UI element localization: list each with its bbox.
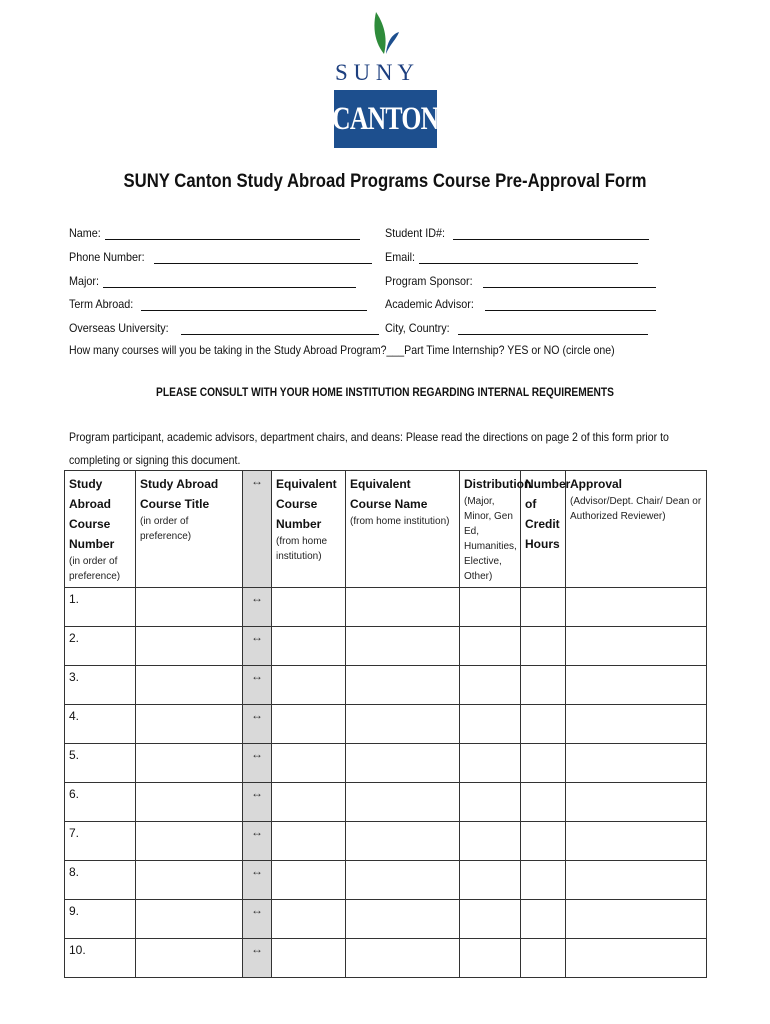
courses-prompt: How many courses will you be taking in the Study Abroad Program?: [69, 343, 387, 357]
logo-canton-text: CANTON: [332, 101, 439, 137]
academic-advisor-label: Academic Advisor:: [385, 297, 474, 311]
course-title-cell[interactable]: [136, 744, 243, 783]
double-arrow-icon: ↔: [251, 825, 263, 839]
table-row: [65, 783, 707, 822]
suny-canton-logo: [334, 10, 437, 138]
double-arrow-icon: ↔: [251, 747, 263, 761]
header-col1-bold: Study Abroad Course Number: [69, 477, 115, 551]
program-sponsor-field[interactable]: [385, 272, 656, 288]
equivalent-name-cell[interactable]: [346, 783, 460, 822]
overseas-university-label: Overseas University:: [69, 321, 169, 335]
city-country-label: City, Country:: [385, 321, 450, 335]
distribution-cell[interactable]: [460, 900, 521, 939]
double-arrow-icon: ↔: [251, 786, 263, 800]
internship-prompt: Part Time Internship? YES or NO (circle one): [404, 343, 615, 357]
header-equivalent-course-number: [272, 471, 346, 588]
course-number-cell[interactable]: 10.: [65, 939, 136, 978]
approval-cell[interactable]: [566, 822, 707, 861]
course-title-cell[interactable]: [136, 627, 243, 666]
arrow-cell: [243, 588, 272, 627]
header-col8-small: (Advisor/Dept. Chair/ Dean or Authorized Reviewer): [570, 496, 702, 522]
double-arrow-icon: ↔: [251, 669, 263, 683]
email-line[interactable]: [419, 251, 638, 264]
email-label: Email:: [385, 250, 416, 264]
distribution-cell[interactable]: [460, 744, 521, 783]
distribution-cell[interactable]: [460, 705, 521, 744]
course-number-cell[interactable]: 2.: [65, 627, 136, 666]
table-row: [65, 861, 707, 900]
name-line[interactable]: [105, 227, 360, 240]
table-row: [65, 822, 707, 861]
credit-hours-cell[interactable]: [521, 822, 566, 861]
approval-cell[interactable]: [566, 939, 707, 978]
equivalent-number-cell[interactable]: [272, 861, 346, 900]
approval-cell[interactable]: [566, 900, 707, 939]
course-title-cell[interactable]: [136, 939, 243, 978]
logo-suny-text: S U N Y: [335, 60, 415, 85]
course-title-cell[interactable]: [136, 900, 243, 939]
course-title-cell[interactable]: [136, 666, 243, 705]
table-row: [65, 627, 707, 666]
equivalent-number-cell[interactable]: [272, 783, 346, 822]
header-col7-bold: Number of Credit Hours: [525, 477, 571, 551]
header-equivalent-course-name: [346, 471, 460, 588]
equivalent-number-cell[interactable]: [272, 705, 346, 744]
equivalent-number-cell[interactable]: [272, 822, 346, 861]
header-credit-hours: [521, 471, 571, 588]
program-sponsor-line[interactable]: [483, 275, 656, 288]
header-distribution: [460, 471, 532, 588]
double-arrow-icon: ↔: [251, 474, 263, 488]
double-arrow-icon: ↔: [251, 864, 263, 878]
major-label: Major:: [69, 274, 100, 288]
double-arrow-icon: ↔: [251, 708, 263, 722]
credit-hours-cell[interactable]: [521, 588, 566, 627]
double-arrow-icon: ↔: [251, 591, 263, 605]
table-row: [65, 939, 707, 978]
distribution-cell[interactable]: [460, 666, 521, 705]
table-row: [65, 666, 707, 705]
equivalent-name-cell[interactable]: [346, 627, 460, 666]
header-col1-small: (in order of preference): [69, 556, 121, 582]
credit-hours-cell[interactable]: [521, 705, 566, 744]
header-study-abroad-course-number: [65, 471, 136, 588]
equivalent-name-cell[interactable]: [346, 900, 460, 939]
credit-hours-cell[interactable]: [521, 666, 566, 705]
overseas-university-field[interactable]: [69, 319, 379, 335]
student-id-label: Student ID#:: [385, 226, 446, 240]
distribution-cell[interactable]: [460, 588, 521, 627]
form-title: SUNY Canton Study Abroad Programs Course Pre-Approval Form: [123, 171, 647, 192]
student-id-line[interactable]: [453, 227, 649, 240]
course-number-cell[interactable]: 1.: [65, 588, 136, 627]
credit-hours-cell[interactable]: [521, 939, 566, 978]
header-col2-small: (in order of preference): [140, 516, 192, 542]
equivalent-name-cell[interactable]: [346, 666, 460, 705]
header-col4-small: (from home institution): [276, 536, 328, 562]
arrow-cell: [243, 939, 272, 978]
course-number-cell[interactable]: 7.: [65, 822, 136, 861]
credit-hours-cell[interactable]: [521, 783, 566, 822]
student-id-field[interactable]: [385, 224, 649, 240]
double-arrow-icon: ↔: [251, 630, 263, 644]
leaf-icon: [370, 10, 400, 56]
equivalent-number-cell[interactable]: [272, 666, 346, 705]
arrow-cell: [243, 900, 272, 939]
course-title-cell[interactable]: [136, 705, 243, 744]
course-table: [64, 470, 707, 978]
courses-blank[interactable]: ___: [386, 343, 405, 357]
header-col6-bold: Distribution: [464, 477, 532, 491]
credit-hours-cell[interactable]: [521, 627, 566, 666]
program-sponsor-label: Program Sponsor:: [385, 274, 473, 288]
arrow-cell: [243, 666, 272, 705]
course-title-cell[interactable]: [136, 783, 243, 822]
table-header-row: [65, 471, 707, 588]
overseas-university-line[interactable]: [181, 322, 379, 335]
city-country-field[interactable]: [385, 319, 648, 335]
table-row: [65, 705, 707, 744]
table-row: [65, 744, 707, 783]
header-col8-bold: Approval: [570, 477, 623, 491]
arrow-cell: [243, 783, 272, 822]
table-row: [65, 900, 707, 939]
credit-hours-cell[interactable]: [521, 861, 566, 900]
course-number-cell[interactable]: 3.: [65, 666, 136, 705]
credit-hours-cell[interactable]: [521, 900, 566, 939]
approval-cell[interactable]: [566, 861, 707, 900]
name-label: Name:: [69, 226, 101, 240]
term-abroad-line[interactable]: [141, 298, 367, 311]
approval-cell[interactable]: [566, 588, 707, 627]
distribution-cell[interactable]: [460, 627, 521, 666]
arrow-cell: [243, 822, 272, 861]
approval-cell[interactable]: [566, 783, 707, 822]
directions-intro: Program participant, academic advisors, department chairs, and deans: Please read the directions on page 2 of this form prior to completing or signing this document.: [69, 430, 669, 467]
arrow-cell: [243, 744, 272, 783]
course-number-cell[interactable]: 8.: [65, 861, 136, 900]
double-arrow-icon: ↔: [251, 942, 263, 956]
course-number-cell[interactable]: 4.: [65, 705, 136, 744]
distribution-cell[interactable]: [460, 783, 521, 822]
equivalent-number-cell[interactable]: [272, 939, 346, 978]
courses-question: [69, 343, 615, 357]
course-title-cell[interactable]: [136, 861, 243, 900]
equivalent-name-cell[interactable]: [346, 861, 460, 900]
approval-cell[interactable]: [566, 705, 707, 744]
header-equivalence-arrow: [243, 471, 272, 588]
header-col6-small: (Major, Minor, Gen Ed, Humanities, Elective, Other): [464, 496, 517, 582]
phone-label: Phone Number:: [69, 250, 145, 264]
equivalent-number-cell[interactable]: [272, 744, 346, 783]
course-title-cell[interactable]: [136, 588, 243, 627]
consult-notice: PLEASE CONSULT WITH YOUR HOME INSTITUTION REGARDING INTERNAL REQUIREMENTS: [156, 385, 614, 399]
course-title-cell[interactable]: [136, 822, 243, 861]
credit-hours-cell[interactable]: [521, 744, 566, 783]
header-col2-bold: Study Abroad Course Title: [140, 477, 219, 511]
academic-advisor-field[interactable]: [385, 295, 656, 311]
equivalent-name-cell[interactable]: [346, 744, 460, 783]
equivalent-name-cell[interactable]: [346, 939, 460, 978]
header-col5-bold: Equivalent Course Name: [350, 477, 428, 511]
logo-canton-box: [334, 90, 437, 148]
equivalent-name-cell[interactable]: [346, 588, 460, 627]
distribution-cell[interactable]: [460, 822, 521, 861]
equivalent-number-cell[interactable]: [272, 588, 346, 627]
major-line[interactable]: [103, 275, 356, 288]
table-row: [65, 588, 707, 627]
header-approval: [566, 471, 707, 588]
course-number-cell[interactable]: 6.: [65, 783, 136, 822]
equivalent-number-cell[interactable]: [272, 627, 346, 666]
academic-advisor-line[interactable]: [485, 298, 656, 311]
name-field[interactable]: [69, 224, 360, 240]
term-abroad-label: Term Abroad:: [69, 297, 134, 311]
email-field[interactable]: [385, 248, 638, 264]
course-number-cell[interactable]: 9.: [65, 900, 136, 939]
distribution-cell[interactable]: [460, 861, 521, 900]
distribution-cell[interactable]: [460, 939, 521, 978]
course-number-cell[interactable]: 5.: [65, 744, 136, 783]
equivalent-number-cell[interactable]: [272, 900, 346, 939]
header-col5-small: (from home institution): [350, 516, 450, 527]
equivalent-name-cell[interactable]: [346, 705, 460, 744]
approval-cell[interactable]: [566, 744, 707, 783]
header-study-abroad-course-title: [136, 471, 243, 588]
arrow-cell: [243, 627, 272, 666]
phone-line[interactable]: [154, 251, 372, 264]
header-col4-bold: Equivalent Course Number: [276, 477, 337, 531]
double-arrow-icon: ↔: [251, 903, 263, 917]
arrow-cell: [243, 861, 272, 900]
term-abroad-field[interactable]: [69, 295, 367, 311]
approval-cell[interactable]: [566, 627, 707, 666]
phone-field[interactable]: [69, 248, 372, 264]
equivalent-name-cell[interactable]: [346, 822, 460, 861]
approval-cell[interactable]: [566, 666, 707, 705]
major-field[interactable]: [69, 272, 356, 288]
city-country-line[interactable]: [458, 322, 648, 335]
arrow-cell: [243, 705, 272, 744]
